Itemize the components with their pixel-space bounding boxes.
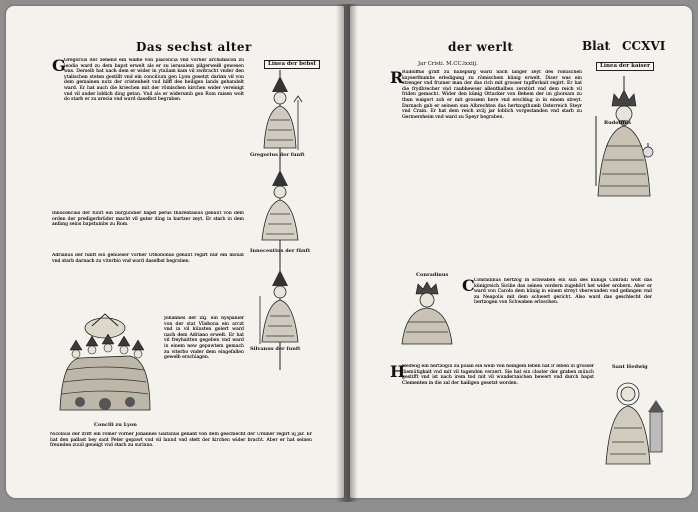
council-caption: Concili zu Lyon <box>94 422 137 428</box>
left-text-block-3: Adrianus der funft ein genueser vorher Othobonus genant regirt nur ein monat vnd starb darnach zu viterbio vnd ward daselbst begraben. <box>52 253 244 264</box>
popes-column-woodcuts <box>248 70 312 370</box>
folio-label: Blat <box>582 39 611 53</box>
right-page <box>350 6 692 498</box>
left-page <box>6 6 344 498</box>
pope-caption-1: Gregorius der funft <box>250 152 305 158</box>
left-text-block-4: Johannes der xxj. ein hyspanier von der stat Vlisbona ein arczt vnd in vil künsten gelert ward nach dem Adriano erwelt. Er hat vil freyhaitten gegeben vnd ward in einem new gepawtem gemach zu viterbo vnder dem eingefallen gewelb erschlagen. <box>164 316 244 361</box>
right-text-block-1: Rudolffus graff zu habspurg ward nach langer zeyt des römischen kayserthumbs erledigung zu römischem künig erwelt. Diser was ein strenger vnd frumer man der das rich mit grosser tapfferkait regirt. Er hat die frydbrecher vnd raubhewser allenthalben zerstört vnd dem reich vil friden gemacht. Wider den künig Ottacker von Behem der im ghorsam zu thun waigert zoh er mit grossem here vnd erschlug in in einem streyt. Darnach gab er seinem sun Albrechten das hertzogthumb Osterreich Steyr vnd Crain. Er hat dem reich xviij jar loblich vorgestanden vnd starb zu Germersheim vnd ward zu Speyr begraben. <box>402 70 582 120</box>
council-woodcut <box>50 310 160 420</box>
pope-figure-2 <box>262 170 298 240</box>
initial-letter-r: R <box>390 68 404 87</box>
pope-figure-3 <box>260 270 298 344</box>
folio-number: CCXVI <box>622 39 666 53</box>
right-section-label: Linea der kaiser <box>596 62 654 71</box>
left-text-block-1: Gregorius der zehend ein walhe von placencia vnd vorher archidiacon zu leodio ward zu dem bapst erwelt als er zu ierusalem pilgerweiß gewesen was. Derselb hat nach dem er wider in ytaliam kam vil zwitracht vnder den ytalischen steten gestillt vnd ein concilium gen Lyon gesetzt darinn vil von dem gemainen nutz der cristenheit vnd hilff des heiligen lands gehandelt ward. Er hat auch die kriechen mit der römischen kirchen wider vereinigt vnd vil ander loblich ding getan. Vnd als er widerumb gen Rom raisen wolt do starb er zu arecia vnd ward daselbst begraben. <box>64 58 244 103</box>
pope-caption-2: Innocentius der fünft <box>250 248 311 254</box>
right-running-head: der werlt <box>448 40 514 54</box>
saint-woodcut <box>600 372 666 468</box>
emperor-woodcut <box>588 76 660 206</box>
initial-letter-c: C <box>462 276 475 295</box>
saint-caption: Sant Hedwig <box>612 364 648 370</box>
book-gutter <box>336 4 358 502</box>
left-section-label: Linea der bebst <box>264 60 320 69</box>
pope-caption-3: Silvanus der funft <box>250 346 301 352</box>
emperor-caption: Rudolffus <box>604 120 632 126</box>
left-text-block-2: Innocencius der funft ein burgundier bapst perus tharentasius genant von dem orden der predigerbrüder macht vil guter ding in kurtzer zeyt. Er starb in dem anfang seins bapstumbs zu Rom. <box>52 211 244 228</box>
right-text-block-2: Conradinus hertzog in schwaben ein sun des künigs Conradi wolt das künigreich Sicilie das seinen vordern zugehört het wider erobern. Aber er ward von Carolo dem künig in einem streyt vberwunden vnd gefangen vnd zu Neapolis mit dem schwert gericht. Also ward das geschlecht der hertzogen von Schwaben erloschen. <box>474 278 652 306</box>
left-running-head: Das sechst alter <box>136 40 252 54</box>
initial-letter-h: H <box>390 362 406 381</box>
initial-letter: G <box>52 56 66 75</box>
right-text-block-3: Hedwig ein hertzogin zu polan ein weib von heiligem leben hat ir leben in grosser diemütigkait vnd mit vil tugenden verzert. Sie hat ein closter der graben münch gestifft vnd ist nach irem tod mit vil wunderzaichen bewert vnd durch bapst Clementen in die zal der hailigen gesetzt worden. <box>402 364 594 386</box>
conradinus-caption: Conradinus <box>416 272 449 278</box>
left-text-block-5: Nicolaus der dritt ein römer vorher Johannes Gaitanus genant von dem geschlecht der Ursiner regirt iij jar. Er hat den pallast bey sant Peter gepawt vnd vil lannd vnd stett der kirchen wider bracht. Aber er hat seinen freunden zuuil geneigt vnd starb zu suriano. <box>50 432 312 449</box>
pope-figure-1 <box>264 76 302 150</box>
conradinus-woodcut <box>396 278 458 348</box>
dateline: Jar Cristi. M.CC.lxxiij. <box>418 61 478 67</box>
